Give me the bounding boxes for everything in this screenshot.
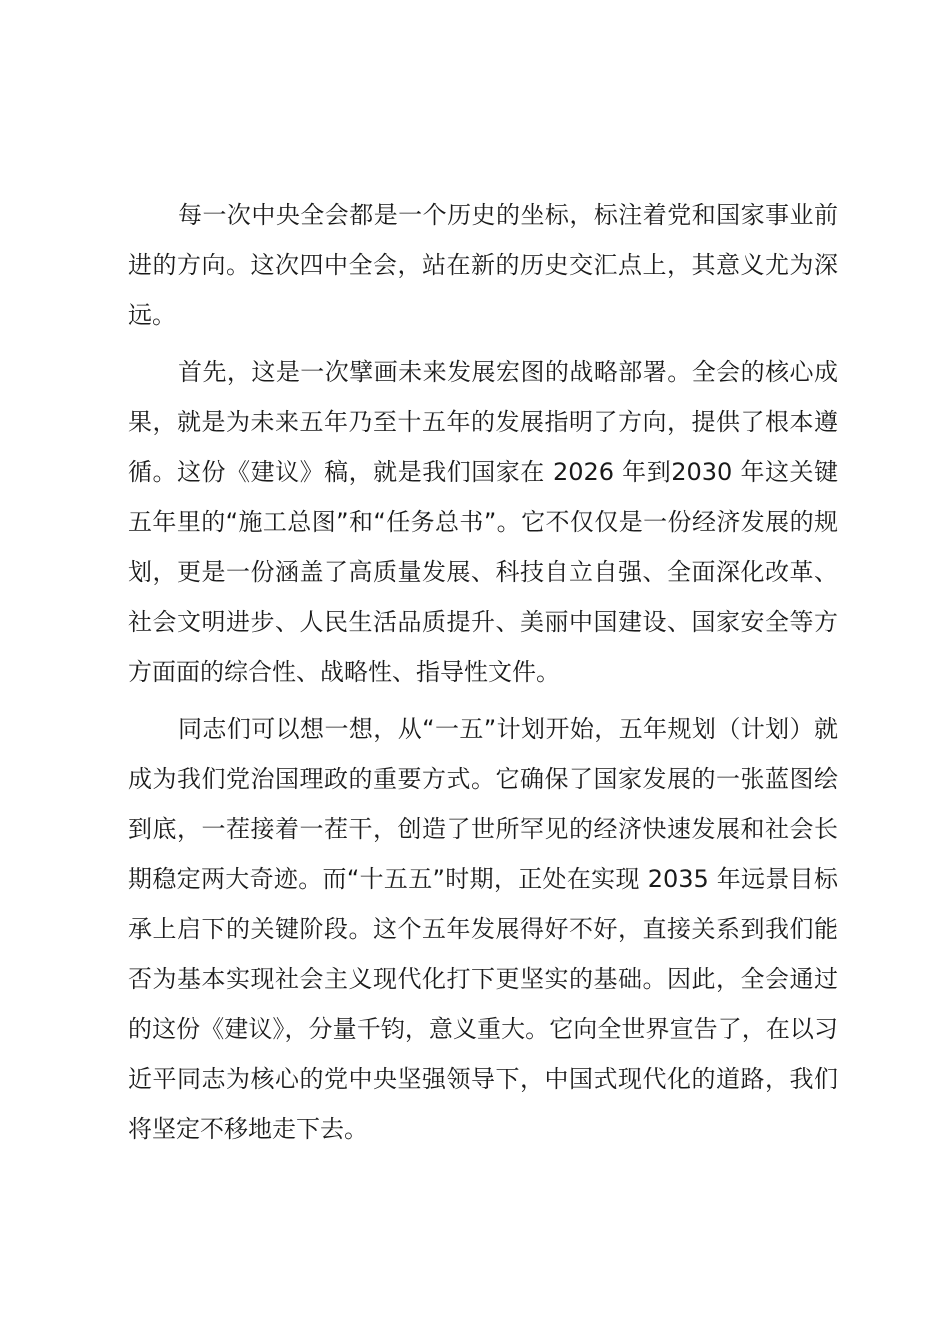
paragraph-2: 首先，这是一次擘画未来发展宏图的战略部署。全会的核心成果，就是为未来五年乃至十五年的发展指明了方向，提供了根本遵循。这份《建议》稿，就是我们国家在 2026 年到2030 年这关键五年里的“施工总图”和“任务总书”。它不仅仅是一份经济发展的规划，更是一份涵盖了高质量发展、科技自立自强、全面深化改革、社会文明进步、人民生活品质提升、美丽中国建设、国家安全等方方面面的综合性、战略性、指导性文件。 xyxy=(128,358,838,686)
document-body xyxy=(128,190,838,1161)
paragraph-1: 每一次中央全会都是一个历史的坐标，标注着党和国家事业前进的方向。这次四中全会，站在新的历史交汇点上，其意义尤为深远。 xyxy=(128,201,838,329)
paragraph-3: 同志们可以想一想，从“一五”计划开始，五年规划（计划）就成为我们党治国理政的重要方式。它确保了国家发展的一张蓝图绘到底，一茬接着一茬干，创造了世所罕见的经济快速发展和社会长期稳定两大奇迹。而“十五五”时期，正处在实现 2035 年远景目标承上启下的关键阶段。这个五年发展得好不好，直接关系到我们能否为基本实现社会主义现代化打下更坚实的基础。因此，全会通过的这份《建议》，分量千钧，意义重大。它向全世界宣告了，在以习近平同志为核心的党中央坚强领导下，中国式现代化的道路，我们将坚定不移地走下去。 xyxy=(128,715,838,1143)
